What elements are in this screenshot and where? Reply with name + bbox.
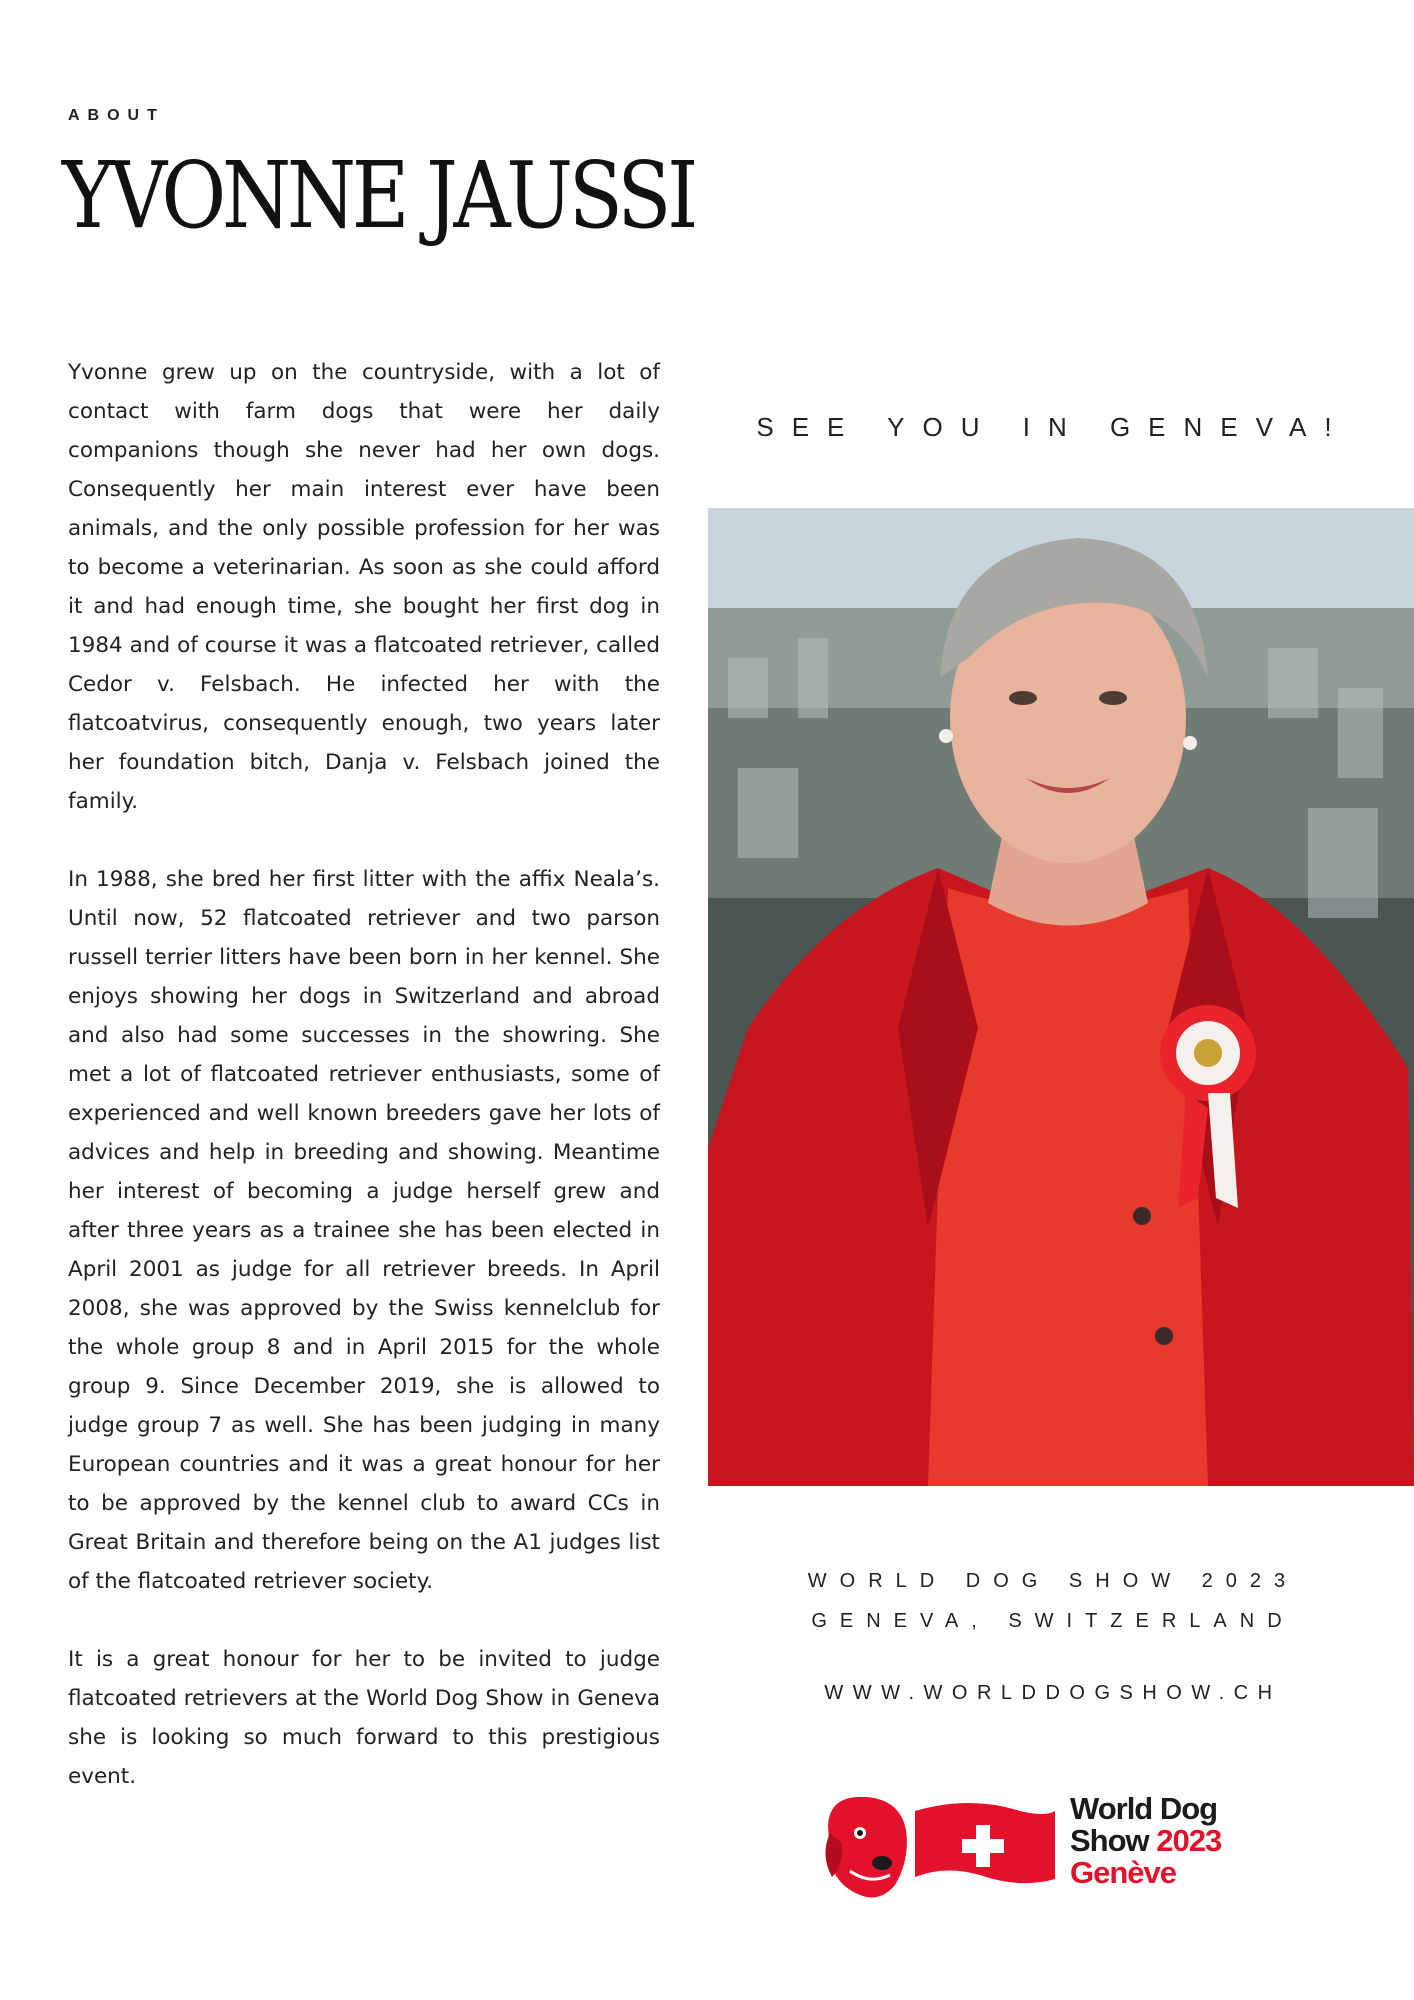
show-location: GENEVA, SWITZERLAND: [811, 1610, 1295, 1632]
bio-text: [68, 353, 660, 1835]
show-name: WORLD DOG SHOW 2023: [807, 1570, 1299, 1592]
bio-paragraph-3: It is a great honour for her to be invited to judge flatcoated retrievers at the World Dog Show in Geneva she is looking so much forward to this prestigious event.: [68, 1647, 660, 1789]
show-info: [708, 1561, 1398, 1641]
bio-paragraph-1: Yvonne grew up on the countryside, with a lot of contact with farm dogs that were her daily companions though she never had her own dogs. Consequently her main interest ever have been animals, and the only possible profession for her was to become a veterinarian. As soon as she could afford it and had enough time, she bought her first dog in 1984 and of course it was a flatcoated retriever, called Cedor v. Felsbach. He infected her with the flatcoatvirus, consequently enough, two years later her foundation bitch, Danja v. Felsbach joined the family.: [68, 360, 660, 814]
logo-line-1: World Dog: [1070, 1791, 1218, 1826]
logo-line-3: Genève: [1070, 1855, 1177, 1890]
logo-wordmark: [1070, 1793, 1221, 1889]
website-link[interactable]: WWW.WORLDDOGSHOW.CH: [824, 1682, 1282, 1704]
bio-paragraph-2: In 1988, she bred her first litter with the affix Neala’s. Until now, 52 flatcoated retriever and two parson russell terrier litters have been born in her kennel. She enjoys showing her dogs in Switzerland and abroad and also had some successes in the showring. She met a lot of flatcoated retriever enthusiasts, some of experienced and well known breeders gave her lots of advices and help in breeding and showing. Meantime her interest of becoming a judge herself grew and after three years as a trainee she has been elected in April 2001 as judge for all retriever breeds. In April 2008, she was approved by the Swiss kennelclub for the whole group 8 and in April 2015 for the whole group 9. Since December 2019, she is allowed to judge group 7 as well. She has been judging in many European countries and it was a great honour for her to be approved by the kennel club to award CCs in Great Britain and therefore being on the A1 judges list of the flatcoated retriever society.: [68, 867, 660, 1594]
portrait-photo: [708, 508, 1414, 1486]
world-dog-show-logo: [820, 1785, 1260, 1905]
dog-flag-icon: [820, 1785, 1060, 1905]
logo-line-2b: 2023: [1156, 1823, 1222, 1858]
eyebrow-label: ABOUT: [68, 107, 165, 124]
tagline: SEE YOU IN GENEVA!: [756, 412, 1350, 442]
page-title: YVONNE JAUSSI: [62, 142, 695, 249]
logo-line-2a: Show: [1070, 1823, 1149, 1858]
